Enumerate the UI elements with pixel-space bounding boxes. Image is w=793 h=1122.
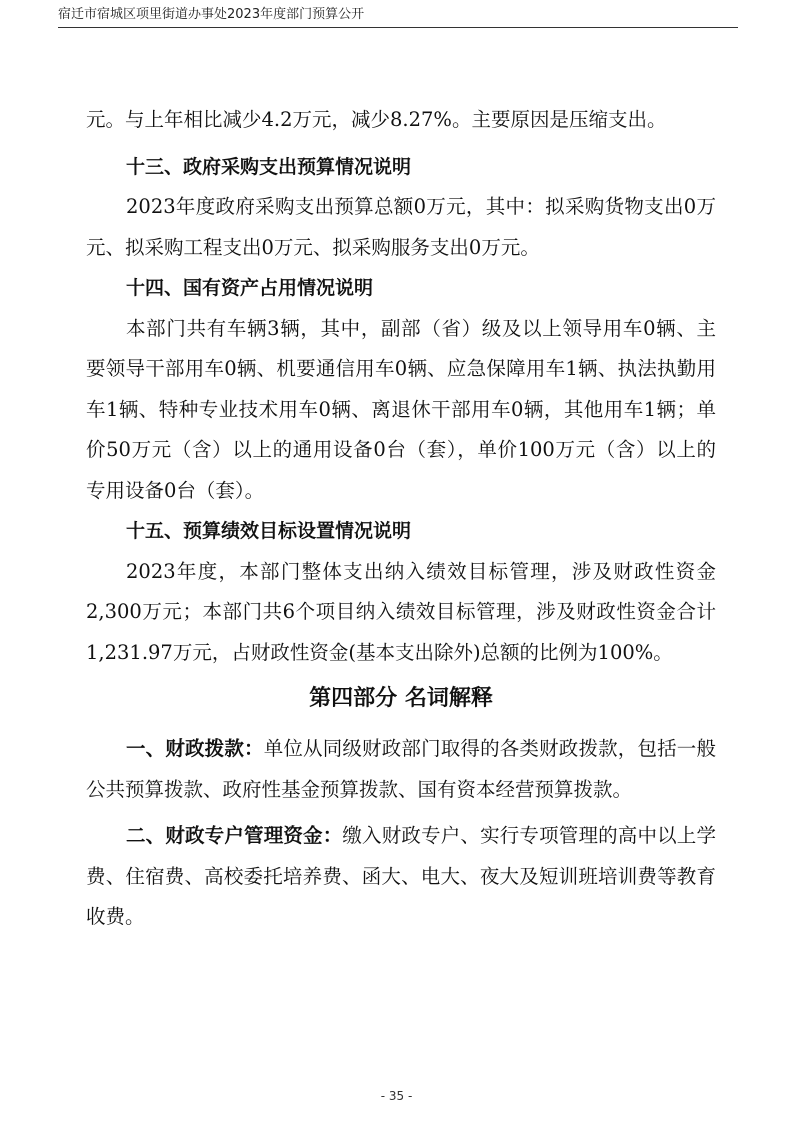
term-label: 二、财政专户管理资金： [126, 824, 343, 847]
header-divider [58, 27, 738, 28]
term-label: 一、财政拨款： [126, 737, 264, 760]
definition-fiscal-appropriation [86, 729, 716, 810]
definition-special-account-funds [86, 816, 716, 938]
part-four-title: 第四部分 名词解释 [309, 686, 493, 711]
page-number: - 35 - [380, 1089, 413, 1103]
term-definition: 缴入财政专户、实行专项管理的高中以上学费、住宿费、高校委托培养费、函大、电大、夜大及短训班培训费等教育收费。 [86, 824, 716, 928]
paragraph-assets: 本部门共有车辆3辆，其中，副部（省）级及以上领导用车0辆、主要领导干部用车0辆、机要通信用车0辆、应急保障用车1辆、执法执勤用车1辆、特种专业技术用车0辆、离退休干部用车0辆，其他用车1辆；单价50万元（含）以上的通用设备0台（套），单价100万元（含）以上的专用设备0台（套）。 [86, 316, 716, 502]
paragraph-continuation: 元。与上年相比减少4.2万元，减少8.27%。主要原因是压缩支出。 [86, 108, 667, 131]
paragraph-procurement: 2023年度政府采购支出预算总额0万元，其中：拟采购货物支出0万元、拟采购工程支出0万元、拟采购服务支出0万元。 [86, 195, 716, 259]
section-heading-13: 十三、政府采购支出预算情况说明 [126, 155, 412, 178]
section-heading-14: 十四、国有资产占用情况说明 [126, 277, 374, 299]
section-heading-15: 十五、预算绩效目标设置情况说明 [126, 520, 412, 542]
paragraph-performance: 2023年度，本部门整体支出纳入绩效目标管理，涉及财政性资金2,300万元；本部门共6个项目纳入绩效目标管理，涉及财政性资金合计1,231.97万元，占财政性资金(基本支出除外)总额的比例为100%。 [86, 559, 716, 664]
term-definition: 单位从同级财政部门取得的各类财政拨款，包括一般公共预算拨款、政府性基金预算拨款、国有资本经营预算拨款。 [86, 737, 716, 801]
page-header: 宿迁市宿城区项里街道办事处2023年度部门预算公开 [58, 7, 365, 22]
document-body [86, 100, 716, 938]
